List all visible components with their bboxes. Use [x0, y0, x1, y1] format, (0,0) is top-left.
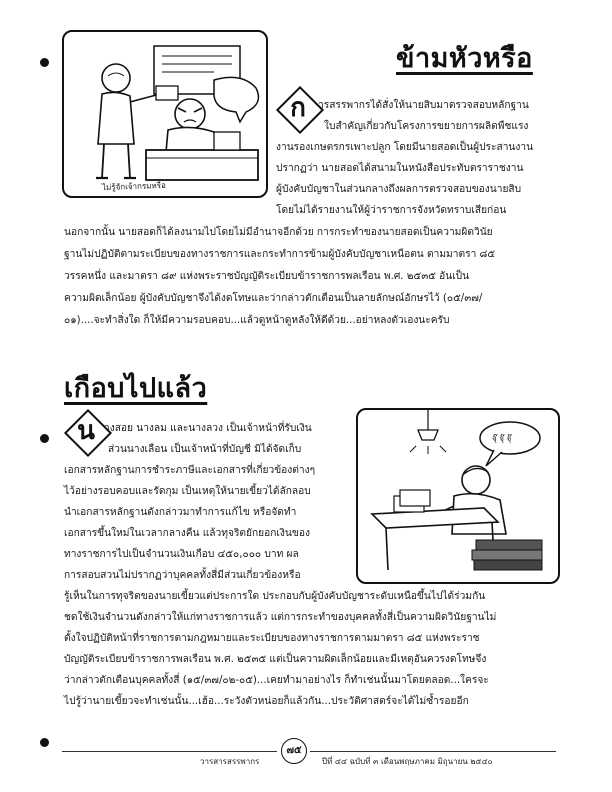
- story2-line: นำเอกสารหลักฐานดังกล่าวมาทำการแก้ไข หรือจัดทำ: [64, 507, 297, 518]
- cartoon-drawing: [64, 32, 266, 196]
- cartoon-drawing: [358, 410, 558, 582]
- story2-line: ตั้งใจปฏิบัติหน้าที่ราชการตามกฎหมายและระเบียบของทางราชการตามมาตรา ๘๕ แห่งพระราช: [64, 633, 480, 644]
- footer-magazine-name: วารสารสรรพากร: [200, 757, 260, 766]
- story1-line: ปรากฏว่า นายสอดได้สนามในหนังสือประทับตราราชงาน: [276, 163, 524, 174]
- story2-headline: เกือบไปแล้ว: [64, 373, 208, 404]
- margin-bullet: [40, 434, 49, 443]
- story2-line: เอกสารขึ้นใหม่ในเวลากลางคืน แล้วทุจริตยักยอกเงินของ: [64, 528, 310, 539]
- story1-line: ใบสำคัญเกี่ยวกับโครงการขยายการผลิตพืชแรง: [324, 121, 529, 132]
- cartoon-bubble-text: จุ๊ จุ๊ จุ๊: [492, 434, 512, 443]
- cartoon-caption: ไม่รู้จักเจ้ากรมหรือ: [101, 180, 166, 193]
- story1-dropcap: ก: [290, 93, 306, 123]
- story1-line: ฐานไม่ปฏิบัติตามระเบียบของทางราชการและกระทำการข้ามผู้บังคับบัญชาเหนือตน ตามมาตรา ๘๕: [64, 249, 496, 260]
- footer-rule-left: [62, 751, 277, 752]
- story2-line: ทางราชการไปเป็นจำนวนเงินเกือบ ๔๕๐,๐๐๐ บาท ผล: [64, 549, 299, 560]
- story2-line: ว่ากล่าวตักเตือนบุคคลทั้งสี่ (๑๕/๓๗/๐๒-๐๕)...เคยทำมาอย่างไร ก็ทำเช่นนั้นมาโดยตลอด...ใครจะ: [64, 675, 489, 686]
- story2-line: ไว้อย่างรอบคอบและรัดกุม เป็นเหตุให้นายเขี้ยวได้ลักลอบ: [64, 486, 311, 497]
- story2-line: บัญญัติระเบียบข้าราชการพลเรือน พ.ศ. ๒๕๓๕ แต่เป็นความผิดเล็กน้อยและมีเหตุอันควรงดโทษจึง: [64, 654, 487, 665]
- story1-line: ๐๑)....จะทำสิ่งใด ก็ให้มีความรอบคอบ...แล้วดูหน้าดูหลังให้ดีด้วย...อย่าหลงตัวเองนะครับ: [64, 315, 450, 326]
- story1-line: งานรองเกษตรกรเพาะปลูก โดยมีนายสอดเป็นผู้ประสานงาน: [276, 142, 534, 153]
- story1-cartoon: [62, 30, 268, 198]
- story2-line: เอกสารหลักฐานการชำระภาษีและเอกสารที่เกี่ยวข้องต่างๆ: [64, 465, 316, 476]
- margin-bullet: [40, 738, 49, 747]
- story2-cartoon: [356, 408, 560, 584]
- story2-line: รู้เห็นในการทุจริตของนายเขี้ยวแต่ประการใด ประกอบกับผู้บังคับบัญชาระดับเหนือขึ้นไปได้ร่วมกัน: [64, 591, 486, 602]
- footer-rule-right: [310, 751, 556, 752]
- story2-line: ชดใช้เงินจำนวนดังกล่าวให้แก่ทางราชการแล้ว แต่การกระทำของบุคคลทั้งสี่เป็นความผิดวินัยฐานไม่: [64, 612, 497, 623]
- story1-line: ารสรรพากรได้สั่งให้นายสิบมาตรวจสอบหลักฐาน: [318, 100, 529, 111]
- story1-line: ผู้บังคับบัญชาในส่วนกลางถึงผลการตรวจสอบของนายสิบ: [276, 184, 522, 195]
- story1-headline: ข้ามหัวหรือ: [396, 43, 533, 74]
- story1-line: ความผิดเล็กน้อย ผู้บังคับบัญชาจึงได้งดโทษและว่ากล่าวตักเตือนเป็นลายลักษณ์อักษรไว้ (๐๕/๓๗/: [64, 293, 483, 304]
- story2-line: ส่วนนางเลือน เป็นเจ้าหน้าที่บัญชี มิได้จัดเก็บ: [108, 444, 302, 455]
- story1-line: นอกจากนั้น นายสอดก็ได้ลงนามไปโดยไม่มีอำนาจอีกด้วย การกระทำของนายสอดเป็นความผิดวินัย: [64, 227, 493, 238]
- footer-issue-info: ปีที่ ๔๔ ฉบับที่ ๓ เดือนพฤษภาคม มิถุนายน ๒๕๔๐: [322, 757, 493, 766]
- story2-line: การสอบสวนไม่ปรากฏว่าบุคคลทั้งสี่มีส่วนเกี่ยวข้องหรือ: [64, 570, 301, 581]
- page-number-badge: ๗๕: [281, 738, 307, 764]
- story1-line: วรรคหนึ่ง และมาตรา ๘๙ แห่งพระราชบัญญัติระเบียบข้าราชการพลเรือน พ.ศ. ๒๕๓๕ อันเป็น: [64, 271, 470, 282]
- story2-line: ไปรู้ว่านายเขี้ยวจะทำเช่นนั้น...เฮ้อ...ระวังตัวหน่อยก็แล้วกัน...ประวัติศาสตร์จะได้ไม่ซ้ำรอยอีก: [64, 696, 469, 707]
- story1-line: โดยไม่ได้รายงานให้ผู้ว่าราชการจังหวัดทราบเสียก่อน: [276, 205, 507, 216]
- story2-line: างสอย นางลม และนางลวง เป็นเจ้าหน้าที่รับเงิน: [104, 423, 312, 434]
- margin-bullet: [40, 58, 49, 67]
- story2-dropcap: น: [77, 416, 95, 446]
